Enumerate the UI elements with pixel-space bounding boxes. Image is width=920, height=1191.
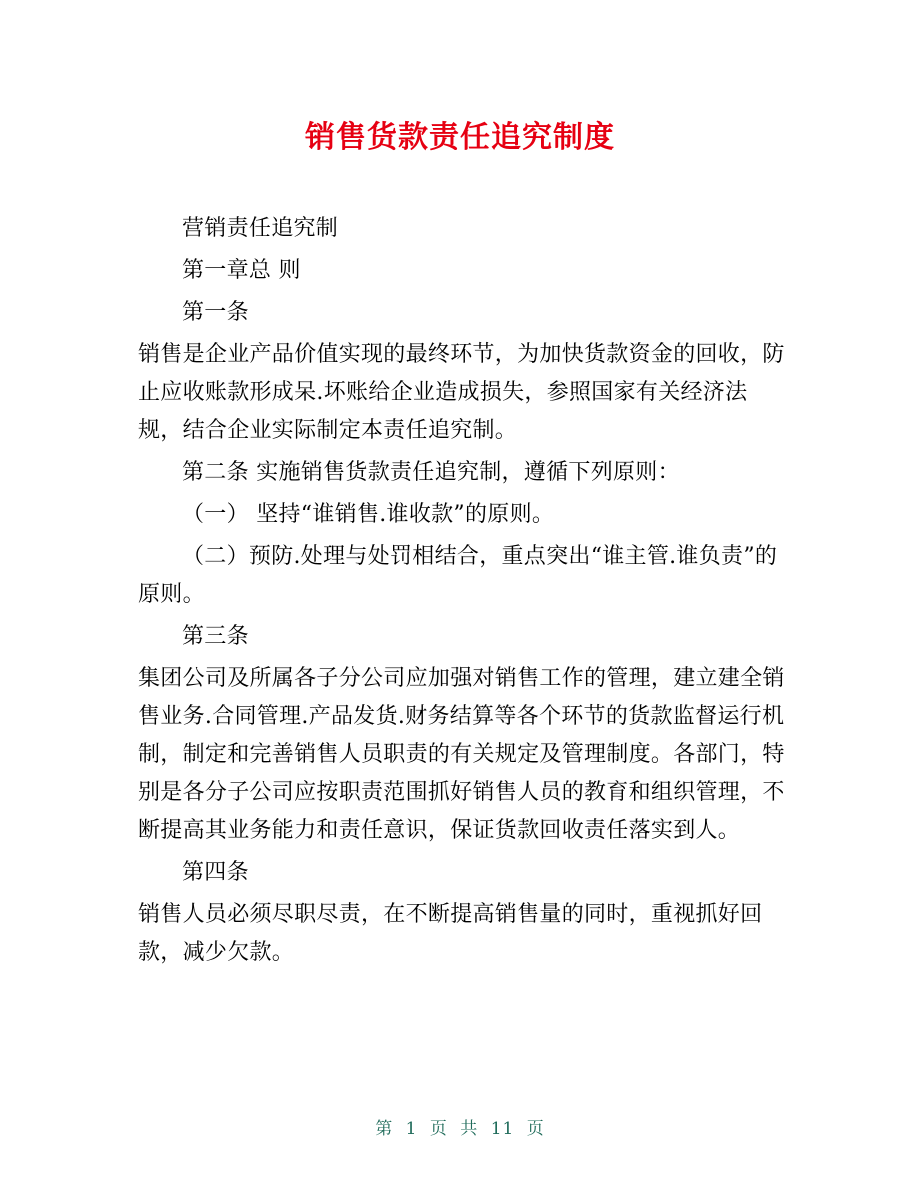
paragraph: 第一章总 则 — [182, 258, 301, 283]
document-body — [138, 210, 786, 976]
paragraph: 第二条 实施销售货款责任追究制，遵循下列原则： — [182, 460, 680, 485]
paragraph: （一） 坚持“谁销售.谁收款”的原则。 — [182, 502, 555, 527]
paragraph: 营销责任追究制 — [182, 216, 339, 241]
page-number: 第 1 页 共 11 页 — [375, 1119, 545, 1139]
paragraph: 第一条 — [182, 300, 249, 325]
paragraph: 销售是企业产品价值实现的最终环节，为加快货款资金的回收，防止应收账款形成呆.坏账给企业造成损失，参照国家有关经济法规，结合企业实际制定本责任追究制。 — [138, 342, 785, 443]
paragraph: 集团公司及所属各子分公司应加强对销售工作的管理，建立建全销售业务.合同管理.产品发货.财务结算等各个环节的货款监督运行机制，制定和完善销售人员职责的有关规定及管理制度。各部门，特别是各分子公司应按职责范围抓好销售人员的教育和组织管理，不断提高其业务能力和责任意识，保证货款回收责任落实到人。 — [138, 666, 785, 843]
paragraph: 第三条 — [182, 624, 249, 649]
paragraph: （二）预防.处理与处罚相结合，重点突出“谁主管.谁负责”的原则。 — [138, 544, 778, 607]
paragraph: 第四条 — [182, 860, 249, 885]
paragraph: 销售人员必须尽职尽责，在不断提高销售量的同时，重视抓好回款，减少欠款。 — [138, 902, 763, 965]
document-title: 销售货款责任追究制度 — [305, 120, 615, 155]
